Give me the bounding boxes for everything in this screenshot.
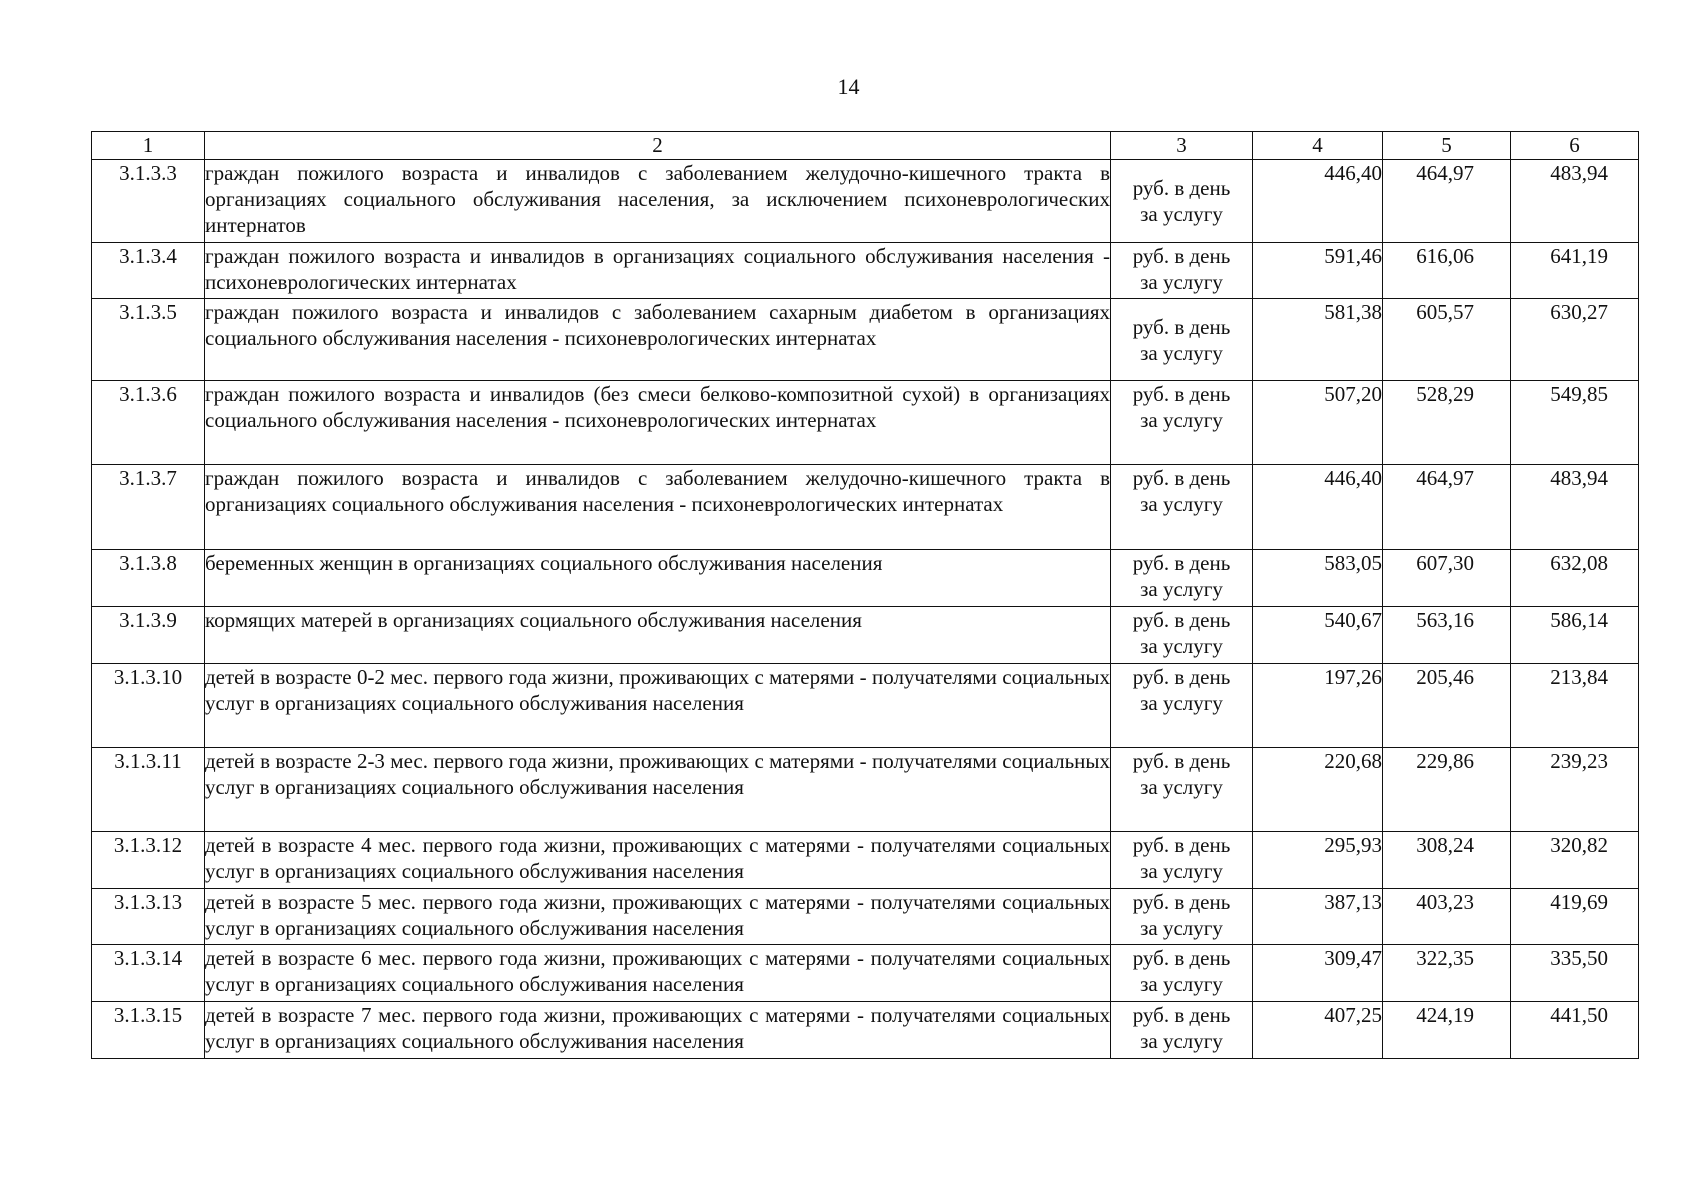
- value-col-5: 308,24: [1383, 832, 1511, 889]
- table-row: [92, 465, 1639, 550]
- row-description: детей в возрасте 7 мес. первого года жизни, проживающих с матерями - получателями социальных услуг в организациях социального обслуживания населения: [205, 1002, 1111, 1059]
- table-header-row: [92, 132, 1639, 160]
- unit-line-1: руб. в день: [1132, 946, 1231, 970]
- value-col-4: 220,68: [1253, 748, 1383, 832]
- row-unit: [1111, 160, 1253, 243]
- row-code: 3.1.3.10: [92, 664, 205, 748]
- tariff-table: [91, 131, 1639, 1059]
- unit-line-1: руб. в день: [1132, 551, 1231, 575]
- unit-line-1: руб. в день: [1132, 749, 1231, 773]
- value-col-5: 403,23: [1383, 889, 1511, 945]
- unit-line-1: руб. в день: [1132, 665, 1231, 689]
- value-col-6: 483,94: [1511, 160, 1639, 243]
- table-row: [92, 299, 1639, 381]
- value-col-5: 229,86: [1383, 748, 1511, 832]
- table-row: [92, 889, 1639, 945]
- row-code: 3.1.3.13: [92, 889, 205, 945]
- table-row: [92, 607, 1639, 664]
- value-col-6: 632,08: [1511, 550, 1639, 607]
- table-row: [92, 381, 1639, 465]
- unit-line-2: за услугу: [1140, 972, 1223, 996]
- unit-line-2: за услугу: [1140, 577, 1223, 601]
- value-col-4: 507,20: [1253, 381, 1383, 465]
- value-col-5: 616,06: [1383, 243, 1511, 299]
- row-code: 3.1.3.15: [92, 1002, 205, 1059]
- row-unit: [1111, 381, 1253, 465]
- unit-line-2: за услугу: [1140, 691, 1223, 715]
- row-description: граждан пожилого возраста и инвалидов (без смеси белково-композитной сухой) в организациях социального обслуживания населения - психоневрологических интернатах: [205, 381, 1111, 465]
- column-header-6: 6: [1511, 132, 1639, 160]
- value-col-5: 424,19: [1383, 1002, 1511, 1059]
- unit-line-1: руб. в день: [1132, 890, 1231, 914]
- table-row: [92, 1002, 1639, 1059]
- row-description: детей в возрасте 6 мес. первого года жизни, проживающих с матерями - получателями социальных услуг в организациях социального обслуживания населения: [205, 945, 1111, 1002]
- unit-line-2: за услугу: [1140, 916, 1223, 940]
- unit-line-2: за услугу: [1140, 408, 1223, 432]
- row-code: 3.1.3.12: [92, 832, 205, 889]
- row-description: детей в возрасте 4 мес. первого года жизни, проживающих с матерями - получателями социальных услуг в организациях социального обслуживания населения: [205, 832, 1111, 889]
- unit-line-1: руб. в день: [1132, 314, 1231, 339]
- unit-line-2: за услугу: [1140, 775, 1223, 799]
- table-row: [92, 550, 1639, 607]
- value-col-5: 528,29: [1383, 381, 1511, 465]
- unit-line-2: за услугу: [1140, 492, 1223, 516]
- row-description: детей в возрасте 0-2 мес. первого года жизни, проживающих с матерями - получателями социальных услуг в организациях социального обслуживания населения: [205, 664, 1111, 748]
- row-description: граждан пожилого возраста и инвалидов с заболеванием желудочно-кишечного тракта в организациях социального обслуживания населения, за исключением психоневрологических интернатов: [205, 160, 1111, 243]
- row-unit: [1111, 550, 1253, 607]
- row-description: кормящих матерей в организациях социального обслуживания населения: [205, 607, 1111, 664]
- row-description: детей в возрасте 5 мес. первого года жизни, проживающих с матерями - получателями социальных услуг в организациях социального обслуживания населения: [205, 889, 1111, 945]
- row-code: 3.1.3.5: [92, 299, 205, 381]
- unit-line-2: за услугу: [1140, 634, 1223, 658]
- row-code: 3.1.3.6: [92, 381, 205, 465]
- value-col-4: 309,47: [1253, 945, 1383, 1002]
- value-col-6: 549,85: [1511, 381, 1639, 465]
- value-col-5: 205,46: [1383, 664, 1511, 748]
- table-row: [92, 748, 1639, 832]
- table-row: [92, 945, 1639, 1002]
- page-number: 14: [837, 74, 860, 99]
- table-row: [92, 664, 1639, 748]
- unit-line-2: за услугу: [1140, 270, 1223, 294]
- unit-line-1: руб. в день: [1132, 833, 1231, 857]
- unit-line-2: за услугу: [1140, 859, 1223, 883]
- unit-line-2: за услугу: [1140, 1029, 1223, 1053]
- row-unit: [1111, 832, 1253, 889]
- table-row: [92, 160, 1639, 243]
- row-unit: [1111, 748, 1253, 832]
- value-col-5: 605,57: [1383, 299, 1511, 381]
- row-description: детей в возрасте 2-3 мес. первого года жизни, проживающих с матерями - получателями социальных услуг в организациях социального обслуживания населения: [205, 748, 1111, 832]
- column-header-5: 5: [1383, 132, 1511, 160]
- row-description: граждан пожилого возраста и инвалидов с заболеванием сахарным диабетом в организациях социального обслуживания населения - психоневрологических интернатах: [205, 299, 1111, 381]
- table-row: [92, 243, 1639, 299]
- row-code: 3.1.3.4: [92, 243, 205, 299]
- value-col-5: 322,35: [1383, 945, 1511, 1002]
- value-col-5: 563,16: [1383, 607, 1511, 664]
- value-col-6: 213,84: [1511, 664, 1639, 748]
- row-unit: [1111, 1002, 1253, 1059]
- unit-line-1: руб. в день: [1132, 176, 1231, 200]
- row-unit: [1111, 607, 1253, 664]
- value-col-4: 540,67: [1253, 607, 1383, 664]
- unit-line-2: за услугу: [1140, 340, 1223, 365]
- unit-line-1: руб. в день: [1132, 608, 1231, 632]
- row-unit: [1111, 889, 1253, 945]
- column-header-3: 3: [1111, 132, 1253, 160]
- row-unit: [1111, 243, 1253, 299]
- value-col-5: 607,30: [1383, 550, 1511, 607]
- value-col-4: 583,05: [1253, 550, 1383, 607]
- column-header-1: 1: [92, 132, 205, 160]
- value-col-4: 387,13: [1253, 889, 1383, 945]
- value-col-6: 320,82: [1511, 832, 1639, 889]
- unit-line-1: руб. в день: [1132, 382, 1231, 406]
- value-col-6: 630,27: [1511, 299, 1639, 381]
- row-code: 3.1.3.11: [92, 748, 205, 832]
- column-header-4: 4: [1253, 132, 1383, 160]
- row-unit: [1111, 465, 1253, 550]
- value-col-6: 641,19: [1511, 243, 1639, 299]
- table-row: [92, 832, 1639, 889]
- value-col-4: 295,93: [1253, 832, 1383, 889]
- unit-line-1: руб. в день: [1132, 244, 1231, 268]
- value-col-5: 464,97: [1383, 160, 1511, 243]
- unit-line-1: руб. в день: [1132, 1003, 1231, 1027]
- value-col-6: 419,69: [1511, 889, 1639, 945]
- row-code: 3.1.3.3: [92, 160, 205, 243]
- value-col-6: 483,94: [1511, 465, 1639, 550]
- row-code: 3.1.3.7: [92, 465, 205, 550]
- value-col-6: 586,14: [1511, 607, 1639, 664]
- row-description: граждан пожилого возраста и инвалидов в организациях социального обслуживания населения - психоневрологических интернатах: [205, 243, 1111, 299]
- value-col-6: 441,50: [1511, 1002, 1639, 1059]
- row-code: 3.1.3.14: [92, 945, 205, 1002]
- row-code: 3.1.3.8: [92, 550, 205, 607]
- value-col-4: 591,46: [1253, 243, 1383, 299]
- column-header-2: 2: [205, 132, 1111, 160]
- row-description: граждан пожилого возраста и инвалидов с заболеванием желудочно-кишечного тракта в организациях социального обслуживания населения - психоневрологических интернатах: [205, 465, 1111, 550]
- value-col-4: 407,25: [1253, 1002, 1383, 1059]
- value-col-4: 581,38: [1253, 299, 1383, 381]
- value-col-6: 239,23: [1511, 748, 1639, 832]
- unit-line-2: за услугу: [1140, 202, 1223, 226]
- value-col-6: 335,50: [1511, 945, 1639, 1002]
- row-description: беременных женщин в организациях социального обслуживания населения: [205, 550, 1111, 607]
- value-col-4: 197,26: [1253, 664, 1383, 748]
- row-unit: [1111, 945, 1253, 1002]
- value-col-4: 446,40: [1253, 160, 1383, 243]
- row-unit: [1111, 664, 1253, 748]
- value-col-4: 446,40: [1253, 465, 1383, 550]
- value-col-5: 464,97: [1383, 465, 1511, 550]
- row-unit: [1111, 299, 1253, 381]
- row-code: 3.1.3.9: [92, 607, 205, 664]
- unit-line-1: руб. в день: [1132, 466, 1231, 490]
